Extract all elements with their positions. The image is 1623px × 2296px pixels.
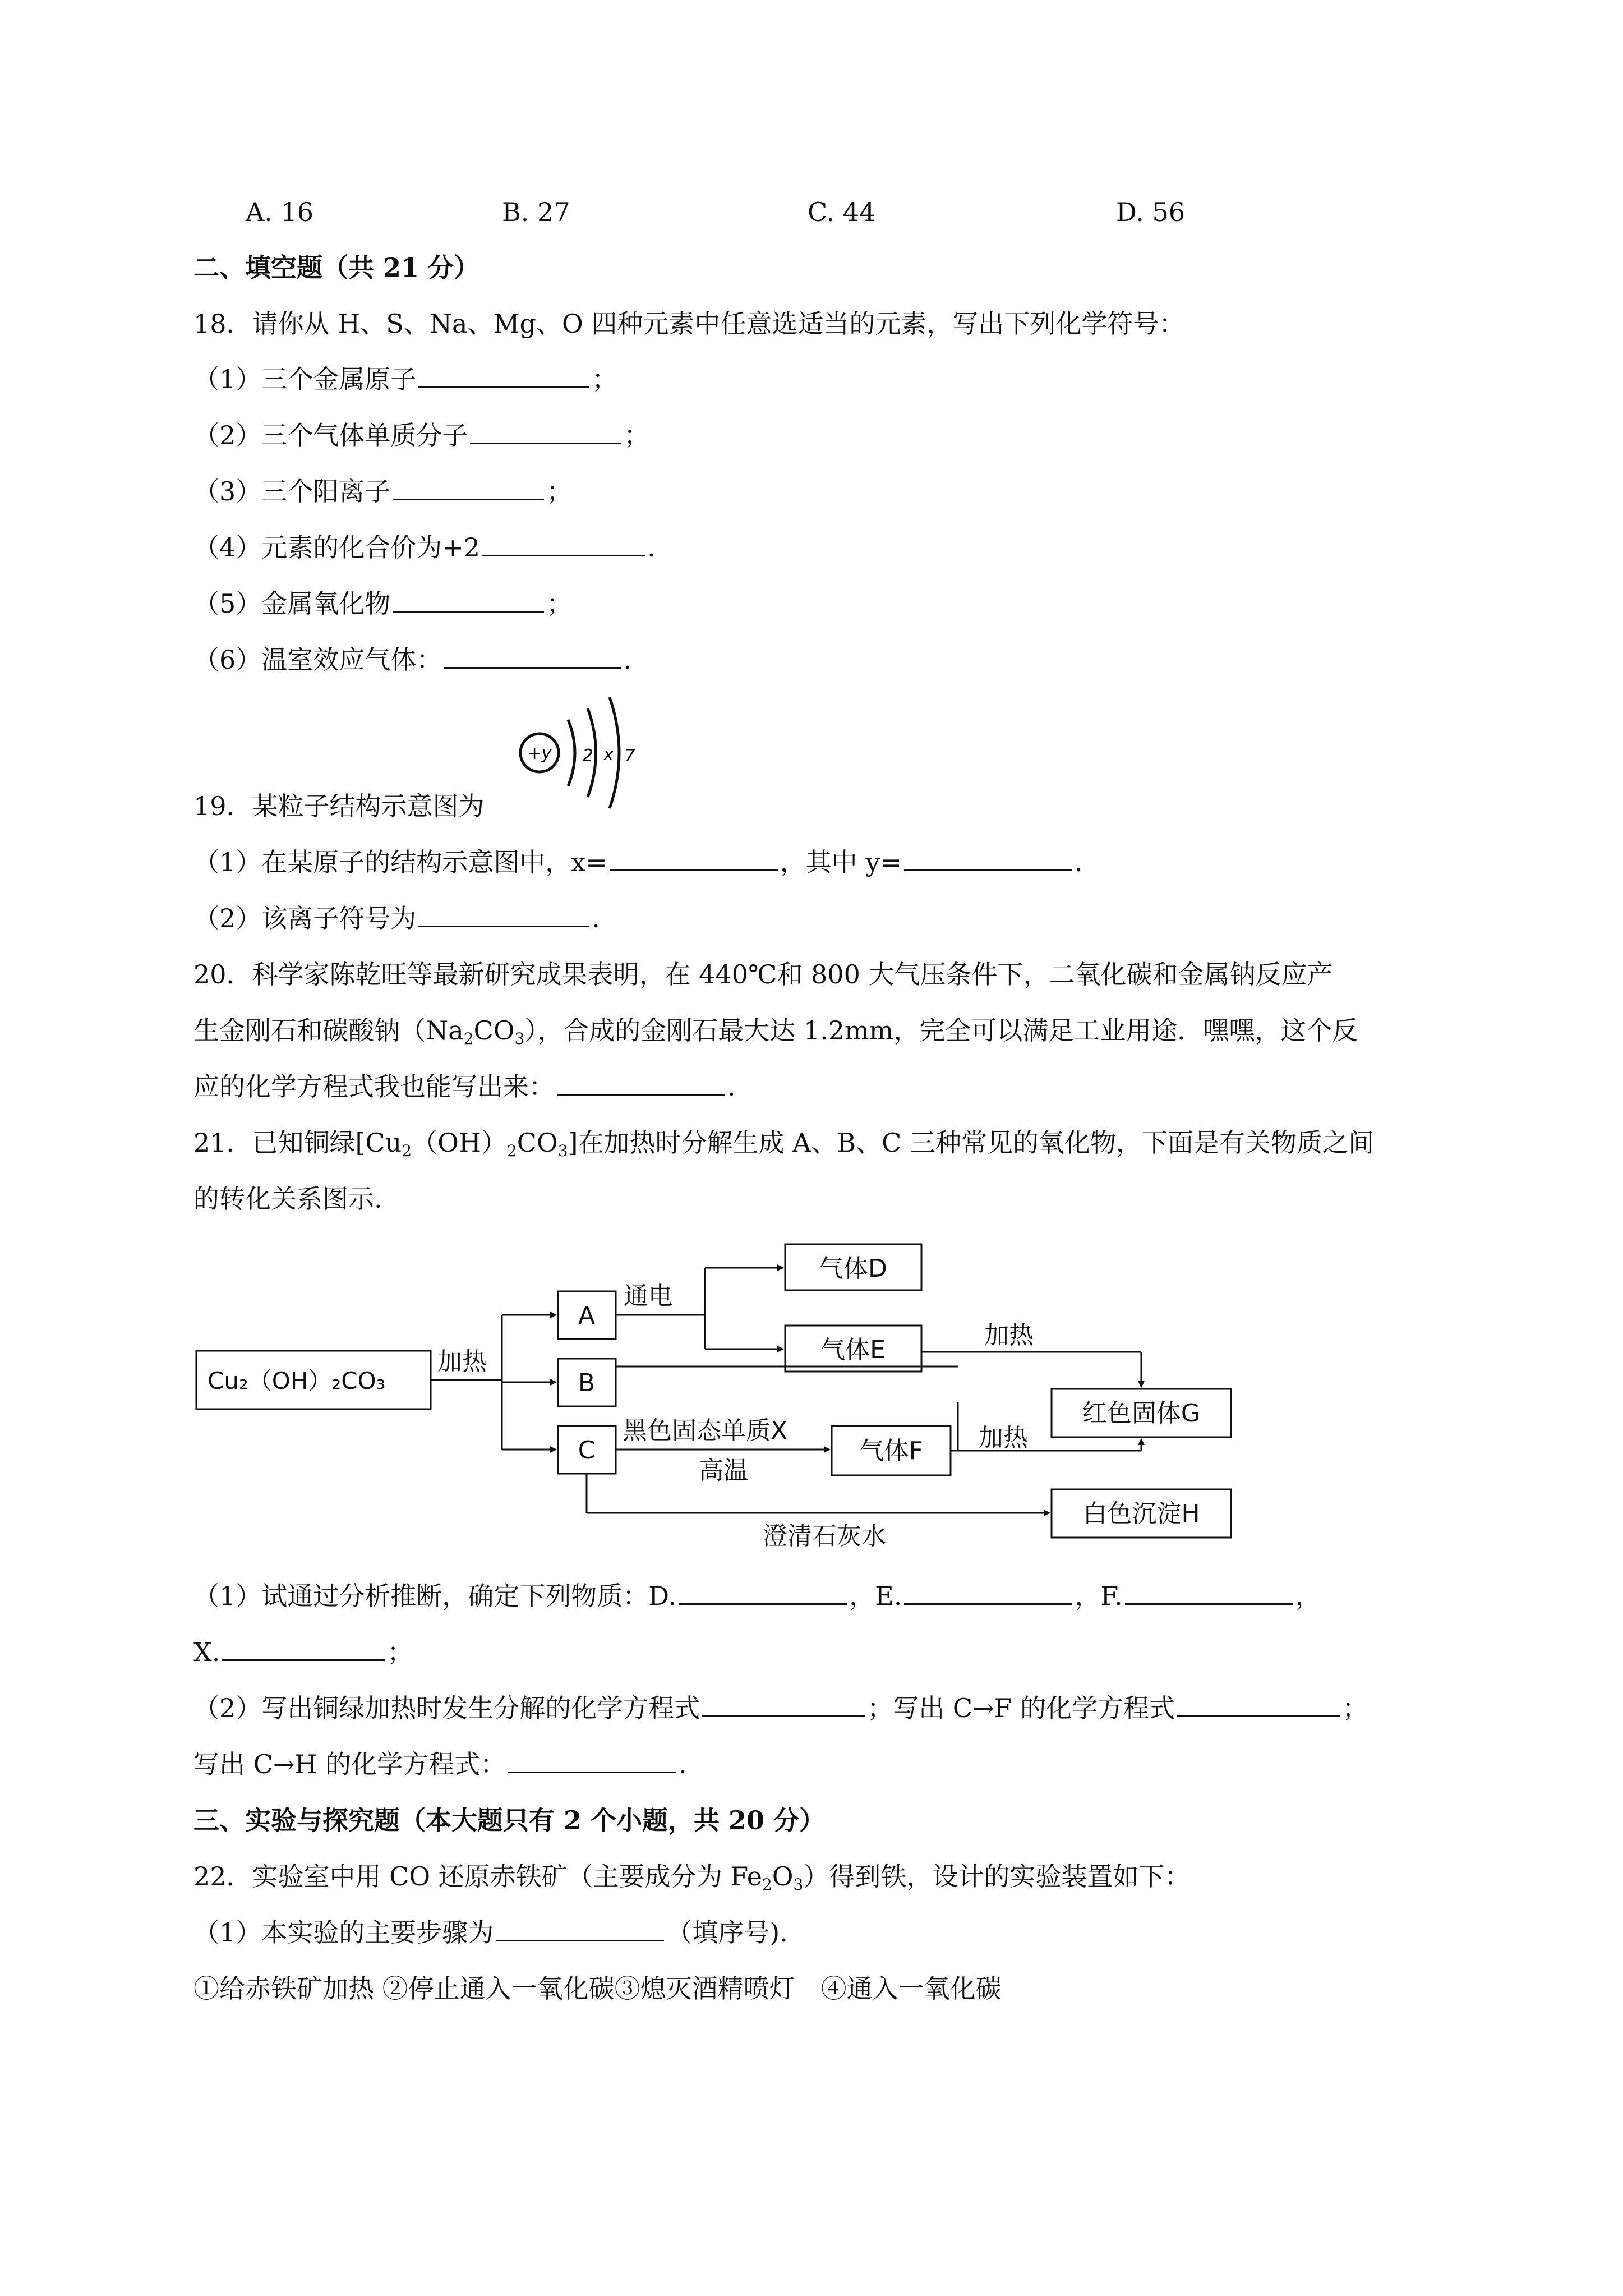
label-a: A: [578, 1301, 596, 1330]
q22-item-1: （1）本实验的主要步骤为 （填序号).: [193, 1917, 788, 1948]
q18-stem: 18．请你从 H、S、Na、Mg、O 四种元素中任意选适当的元素，写出下列化学符号：: [193, 309, 1185, 339]
answer-blank[interactable]: [393, 588, 544, 613]
electron-shell-1: [568, 720, 575, 786]
shell-2-count: x: [603, 745, 614, 765]
label-b: B: [578, 1369, 596, 1397]
q18-item-6: （6）温室效应气体： .: [193, 645, 631, 675]
answer-blank[interactable]: [904, 1581, 1072, 1605]
q21-line-1: 21．已知铜绿$[Cu_2(OH)_2CO_3]$在加热时分解生成 A、B、C 三种常见的氧化物，下面是有关物质之间: [193, 1128, 1374, 1160]
q22-stem: 22．实验室中用 CO 还原赤铁矿（主要成分为 $Fe_2O_3$）得到铁，设计的实验装置如下：: [193, 1861, 1191, 1894]
q21-line-2: 的转化关系图示.: [193, 1184, 382, 1214]
conversion-diagram: [191, 1223, 1245, 1559]
gas-e-label: 气体E: [820, 1336, 886, 1364]
answer-blank[interactable]: [482, 532, 645, 556]
answer-blank[interactable]: [508, 1749, 676, 1773]
answer-blank[interactable]: [1177, 1693, 1340, 1717]
shell-1-count: 2: [582, 746, 593, 766]
limewater-label: 澄清石灰水: [763, 1522, 886, 1550]
q18-item-2: （2）三个气体单质分子 ；: [193, 420, 650, 450]
q18-item-1: （1）三个金属原子 ；: [193, 364, 618, 394]
q21-sub-1: （1）试通过分析推断，确定下列物质：D. ，E. ，F. ，: [193, 1581, 1321, 1611]
gas-f-label: 气体F: [859, 1437, 923, 1465]
label-c: C: [578, 1436, 596, 1465]
answer-blank[interactable]: [470, 420, 621, 444]
electrolysis-label: 通电: [624, 1282, 673, 1310]
gas-d-label: 气体D: [819, 1254, 887, 1283]
q20-line-3: 应的化学方程式我也能写出来： .: [193, 1071, 736, 1102]
answer-blank[interactable]: [702, 1693, 865, 1717]
answer-blank[interactable]: [496, 1917, 664, 1941]
cu2oh2co3-label: Cu₂（OH）₂CO₃: [208, 1367, 386, 1395]
q19-stem: 19．某粒子结构示意图为: [193, 791, 485, 821]
q19-item-2: （2）该离子符号为 .: [193, 903, 600, 933]
answer-blank[interactable]: [418, 364, 589, 388]
high-temp-label: 高温: [699, 1456, 748, 1485]
heat-label-2: 加热: [984, 1321, 1034, 1350]
option-a: A. 16: [246, 197, 313, 227]
black-solid-x-label: 黑色固态单质X: [623, 1416, 788, 1445]
white-precipitate-h-label: 白色沉淀H: [1082, 1499, 1200, 1528]
q21-sub-2: （2）写出铜绿加热时发生分解的化学方程式 ；写出 C→F 的化学方程式 ；: [193, 1693, 1368, 1723]
q20-line-2: 生金刚石和碳酸钠$(Na_2CO_3)$，合成的金刚石最大达 1.2mm，完全可以满足工业用途．嘿嘿，这个反: [193, 1015, 1358, 1048]
answer-blank[interactable]: [904, 847, 1072, 871]
section-2-title: 二、填空题（共 21 分）: [193, 252, 480, 283]
q19-item-1: （1）在某原子的结构示意图中，x= ，其中 y= .: [193, 847, 1083, 877]
answer-blank[interactable]: [222, 1637, 385, 1661]
q18-item-4: （4）元素的化合价为+2 .: [193, 532, 656, 563]
answer-blank[interactable]: [610, 847, 778, 871]
q21-sub-1-x: X. ；: [193, 1637, 413, 1667]
option-c: C. 44: [808, 197, 876, 227]
option-b: B. 27: [502, 197, 570, 227]
q18-item-5: （5）金属氧化物 ；: [193, 588, 573, 619]
heat-label-3: 加热: [979, 1424, 1028, 1452]
option-d: D. 56: [1116, 197, 1186, 227]
answer-blank[interactable]: [444, 645, 621, 669]
red-solid-g-label: 红色固体G: [1082, 1399, 1201, 1428]
q22-steps: ①给赤铁矿加热 ②停止通入一氧化碳③熄灭酒精喷灯 ④通入一氧化碳: [193, 1973, 1002, 2004]
answer-blank[interactable]: [557, 1071, 725, 1096]
answer-blank[interactable]: [393, 476, 544, 500]
section-3-title: 三、实验与探究题（本大题只有 2 个小题，共 20 分）: [193, 1805, 826, 1835]
q20-line-1: 20．科学家陈乾旺等最新研究成果表明，在 440℃和 800 大气压条件下，二氧化碳和金属钠反应产: [193, 959, 1333, 990]
heat-label: 加热: [437, 1347, 487, 1376]
answer-blank[interactable]: [418, 903, 589, 927]
answer-blank[interactable]: [1125, 1581, 1293, 1605]
answer-blank[interactable]: [679, 1581, 847, 1605]
particle-structure-diagram: [508, 687, 659, 811]
q21-sub-2-line-2: 写出 C→H 的化学方程式： .: [193, 1749, 687, 1779]
q18-item-3: （3）三个阳离子 ；: [193, 476, 573, 507]
shell-3-count: 7: [624, 746, 635, 766]
nucleus-label: +y: [527, 744, 552, 763]
